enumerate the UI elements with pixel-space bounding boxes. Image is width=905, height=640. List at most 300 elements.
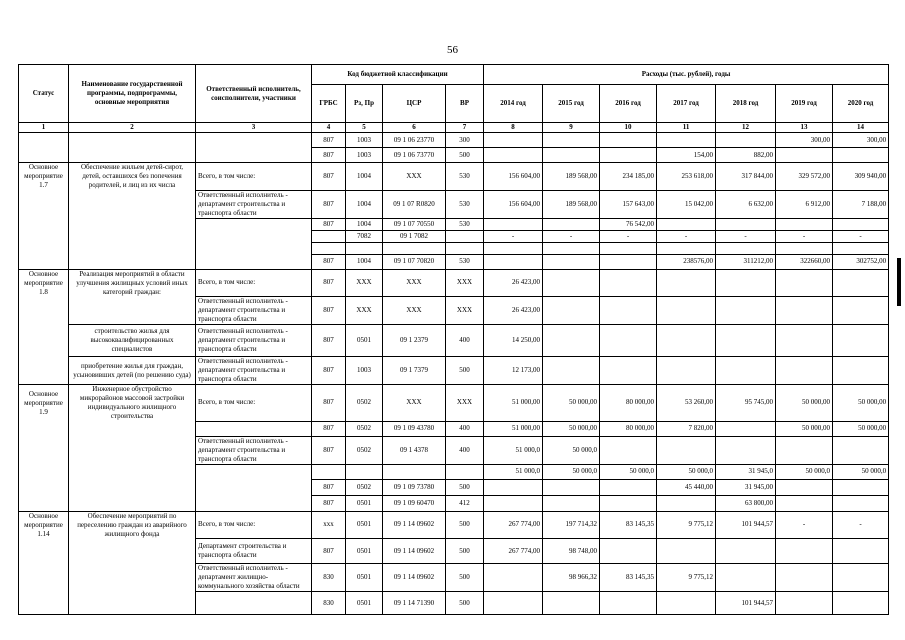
table-cell: 31 945,00 [716, 479, 776, 495]
table-cell: Обеспечение мероприятий по переселению граждан из аварийного жилищного фонда [69, 511, 196, 539]
table-cell: 500 [446, 592, 484, 615]
table-cell [657, 218, 716, 230]
table-cell: ХХХ [446, 269, 484, 297]
table-cell [657, 269, 716, 297]
margin-bracket-mark [897, 258, 901, 306]
table-cell: 53 260,00 [657, 385, 716, 422]
header-year: 2015 год [543, 85, 600, 123]
table-cell: Департамент строительства и транспорта области [196, 539, 312, 564]
header-budget-code: Код бюджетной классификации [312, 65, 484, 85]
table-cell: 51 000,00 [484, 385, 543, 422]
header-status: Статус [19, 65, 69, 123]
table-cell: 0501 [346, 564, 383, 592]
header-year: 2014 год [484, 85, 543, 123]
table-row [19, 190, 889, 218]
table-row [19, 230, 889, 242]
table-cell: 26 423,00 [484, 269, 543, 297]
table-cell [484, 254, 543, 269]
table-cell [600, 495, 657, 511]
table-row [19, 242, 889, 254]
table-cell: 63 800,00 [716, 495, 776, 511]
header-responsible: Ответственный исполнитель, соисполнители, участники [196, 65, 312, 123]
table-cell [833, 436, 889, 464]
table-cell: 09 1 09 73780 [383, 479, 446, 495]
table-cell [716, 297, 776, 325]
table-cell: - [543, 230, 600, 242]
table-cell [600, 242, 657, 254]
table-cell [19, 539, 69, 564]
table-cell: 6 912,00 [776, 190, 833, 218]
table-cell [446, 230, 484, 242]
table-cell: 530 [446, 190, 484, 218]
table-cell [484, 564, 543, 592]
table-cell [833, 297, 889, 325]
table-row [19, 421, 889, 436]
table-cell: Ответственный исполнитель - департамент строительства и транспорта области [196, 325, 312, 357]
header-rzpr: Рз, Пр [346, 85, 383, 123]
table-cell [600, 133, 657, 148]
table-cell [543, 297, 600, 325]
table-cell: 253 618,00 [657, 163, 716, 191]
table-cell [196, 464, 312, 479]
table-cell [833, 564, 889, 592]
table-cell [833, 218, 889, 230]
table-cell [716, 242, 776, 254]
table-cell: 101 944,57 [716, 511, 776, 539]
table-cell: 51 000,0 [484, 464, 543, 479]
table-cell [484, 242, 543, 254]
table-cell: 807 [312, 297, 346, 325]
table-cell: Всего, в том числе: [196, 511, 312, 539]
table-cell [716, 133, 776, 148]
table-cell [657, 325, 716, 357]
table-cell [600, 436, 657, 464]
table-cell [19, 242, 69, 254]
table-cell [833, 325, 889, 357]
table-cell: 0502 [346, 436, 383, 464]
table-cell [484, 479, 543, 495]
table-cell: 09 1 06 23770 [383, 133, 446, 148]
table-cell: 156 604,00 [484, 163, 543, 191]
table-cell: 267 774,00 [484, 511, 543, 539]
table-cell: 50 000,00 [833, 385, 889, 422]
table-cell: 530 [446, 218, 484, 230]
table-cell: 238576,00 [657, 254, 716, 269]
table-cell: Ответственный исполнитель - департамент строительства и транспорта области [196, 357, 312, 385]
header-csr: ЦСР [383, 85, 446, 123]
column-number: 9 [543, 123, 600, 133]
table-cell: 500 [446, 511, 484, 539]
table-cell: 0502 [346, 421, 383, 436]
table-cell: - [657, 230, 716, 242]
table-cell: 83 145,35 [600, 564, 657, 592]
table-cell [19, 495, 69, 511]
table-cell [543, 269, 600, 297]
table-cell [776, 479, 833, 495]
table-cell: 95 745,00 [716, 385, 776, 422]
table-cell: 50 000,00 [543, 385, 600, 422]
table-cell: 807 [312, 254, 346, 269]
table-cell [716, 269, 776, 297]
table-cell: - [600, 230, 657, 242]
table-cell [19, 297, 69, 325]
table-cell: 317 844,00 [716, 163, 776, 191]
table-cell: - [776, 230, 833, 242]
table-cell: 157 643,00 [600, 190, 657, 218]
table-cell [600, 592, 657, 615]
table-cell: 09 1 7082 [383, 230, 446, 242]
table-cell [657, 539, 716, 564]
table-cell: 0501 [346, 495, 383, 511]
table-cell: 807 [312, 357, 346, 385]
header-name: Наименование государственной программы, подпрограммы, основные мероприятия [69, 65, 196, 123]
table-cell: ххх [312, 511, 346, 539]
table-cell: 0502 [346, 479, 383, 495]
table-cell [543, 325, 600, 357]
table-cell [776, 495, 833, 511]
table-cell: строительство жилья для высококвалифицированных специалистов [69, 325, 196, 357]
table-cell: 500 [446, 564, 484, 592]
table-cell [543, 479, 600, 495]
table-row [19, 495, 889, 511]
table-cell [196, 592, 312, 615]
table-cell: 09 1 07 R0820 [383, 190, 446, 218]
table-cell: 50 000,00 [833, 421, 889, 436]
header-year: 2018 год [716, 85, 776, 123]
table-row [19, 218, 889, 230]
table-cell: 154,00 [657, 148, 716, 163]
table-cell: 9 775,12 [657, 564, 716, 592]
table-cell: 807 [312, 325, 346, 357]
table-cell: 1003 [346, 133, 383, 148]
table-row [19, 592, 889, 615]
table-cell [446, 242, 484, 254]
table-cell: Всего, в том числе: [196, 163, 312, 191]
table-cell [69, 479, 196, 495]
table-cell: Обеспечение жильем детей-сирот, детей, оставшихся без попечения родителей, и лиц из их числа [69, 163, 196, 191]
table-cell: 51 000,00 [484, 421, 543, 436]
table-cell: 329 572,00 [776, 163, 833, 191]
table-cell: 09 1 07 70820 [383, 254, 446, 269]
table-cell [19, 133, 69, 148]
table-cell [484, 218, 543, 230]
header-year: 2016 год [600, 85, 657, 123]
table-cell: 189 568,00 [543, 190, 600, 218]
table-cell: 500 [446, 539, 484, 564]
table-cell: ХХХ [383, 385, 446, 422]
table-cell [833, 479, 889, 495]
header-vr: ВР [446, 85, 484, 123]
table-cell: 09 1 14 09602 [383, 539, 446, 564]
table-cell [716, 436, 776, 464]
table-cell: 322660,00 [776, 254, 833, 269]
table-cell: - [716, 230, 776, 242]
table-cell [196, 218, 312, 230]
table-cell: 302752,00 [833, 254, 889, 269]
table-cell [383, 464, 446, 479]
table-cell [833, 495, 889, 511]
table-cell: 7 188,00 [833, 190, 889, 218]
table-cell [346, 242, 383, 254]
table-cell: 51 000,0 [484, 436, 543, 464]
table-cell [19, 592, 69, 615]
table-cell [833, 242, 889, 254]
table-cell [69, 464, 196, 479]
table-cell [69, 592, 196, 615]
table-row [19, 564, 889, 592]
table-cell [543, 148, 600, 163]
table-row [19, 254, 889, 269]
table-cell: 807 [312, 479, 346, 495]
table-cell: 300,00 [776, 133, 833, 148]
table-cell: 500 [446, 148, 484, 163]
table-cell [484, 148, 543, 163]
table-cell: - [833, 511, 889, 539]
table-cell: 807 [312, 539, 346, 564]
table-cell [657, 357, 716, 385]
header-year: 2019 год [776, 85, 833, 123]
table-cell: 80 000,00 [600, 385, 657, 422]
table-cell: 412 [446, 495, 484, 511]
table-cell [312, 230, 346, 242]
column-number: 6 [383, 123, 446, 133]
table-cell [19, 357, 69, 385]
table-cell [543, 254, 600, 269]
table-cell [383, 242, 446, 254]
table-cell: 101 944,57 [716, 592, 776, 615]
table-cell: Ответственный исполнитель - департамент строительства и транспорта области [196, 436, 312, 464]
page-number: 56 [447, 44, 458, 56]
table-cell: 1004 [346, 218, 383, 230]
table-cell: 400 [446, 436, 484, 464]
table-cell: 807 [312, 148, 346, 163]
column-number: 8 [484, 123, 543, 133]
table-cell: 80 000,00 [600, 421, 657, 436]
table-cell [19, 190, 69, 218]
table-cell [543, 592, 600, 615]
table-cell [776, 357, 833, 385]
table-cell [196, 230, 312, 242]
table-cell: 234 185,00 [600, 163, 657, 191]
table-row [19, 133, 889, 148]
table-cell: ХХХ [346, 297, 383, 325]
table-cell [776, 325, 833, 357]
table-cell: - [776, 511, 833, 539]
table-cell: 807 [312, 218, 346, 230]
table-cell: 09 1 06 73770 [383, 148, 446, 163]
table-cell: 882,00 [716, 148, 776, 163]
table-row [19, 297, 889, 325]
table-cell: 300 [446, 133, 484, 148]
table-cell [69, 133, 196, 148]
table-cell: 400 [446, 421, 484, 436]
table-cell [600, 479, 657, 495]
table-cell [776, 436, 833, 464]
table-cell: 311212,00 [716, 254, 776, 269]
table-cell [776, 269, 833, 297]
table-cell [446, 464, 484, 479]
table-cell: 807 [312, 269, 346, 297]
table-cell: 1004 [346, 254, 383, 269]
table-cell [716, 218, 776, 230]
table-cell [543, 242, 600, 254]
table-cell [69, 297, 196, 325]
table-cell [543, 133, 600, 148]
column-number: 10 [600, 123, 657, 133]
table-cell [196, 254, 312, 269]
table-cell: 09 1 14 09602 [383, 564, 446, 592]
table-cell [69, 190, 196, 218]
column-number: 7 [446, 123, 484, 133]
column-number: 4 [312, 123, 346, 133]
table-cell [833, 269, 889, 297]
table-cell [600, 325, 657, 357]
table-cell: 1004 [346, 163, 383, 191]
table-cell: 15 042,00 [657, 190, 716, 218]
table-cell: 807 [312, 385, 346, 422]
table-cell [600, 269, 657, 297]
table-cell: ХХХ [383, 163, 446, 191]
table-cell: Основное мероприятие 1.8 [19, 269, 69, 297]
table-cell [600, 297, 657, 325]
table-cell [543, 495, 600, 511]
table-cell: Всего, в том числе: [196, 269, 312, 297]
table-cell: 50 000,00 [776, 421, 833, 436]
table-cell: 197 714,32 [543, 511, 600, 539]
table-cell [346, 464, 383, 479]
table-cell [776, 148, 833, 163]
table-cell: 9 775,12 [657, 511, 716, 539]
table-cell: ХХХ [446, 385, 484, 422]
table-cell: ХХХ [446, 297, 484, 325]
column-number: 3 [196, 123, 312, 133]
table-cell [19, 464, 69, 479]
table-cell [69, 564, 196, 592]
table-cell: 530 [446, 254, 484, 269]
table-cell [716, 421, 776, 436]
header-year: 2017 год [657, 85, 716, 123]
table-cell: 14 250,00 [484, 325, 543, 357]
table-cell: 807 [312, 133, 346, 148]
table-row [19, 148, 889, 163]
column-number: 1 [19, 123, 69, 133]
table-cell: - [833, 230, 889, 242]
table-cell: ХХХ [383, 269, 446, 297]
column-number: 5 [346, 123, 383, 133]
table-cell: приобретение жилья для граждан, усыновивших детей (по решению суда) [69, 357, 196, 385]
table-cell [312, 464, 346, 479]
table-cell: 6 632,00 [716, 190, 776, 218]
table-cell [600, 539, 657, 564]
table-cell [19, 218, 69, 230]
table-cell: 807 [312, 436, 346, 464]
table-cell [19, 325, 69, 357]
table-cell [657, 495, 716, 511]
table-cell [716, 325, 776, 357]
table-row [19, 436, 889, 464]
table-row [19, 464, 889, 479]
table-cell: Реализация мероприятий в области улучшения жилищных условий иных категорий граждан: [69, 269, 196, 297]
table-cell: 500 [446, 357, 484, 385]
table-cell [196, 479, 312, 495]
table-cell [69, 254, 196, 269]
table-row [19, 511, 889, 539]
table-cell [776, 218, 833, 230]
table-cell: 0501 [346, 539, 383, 564]
table-cell [833, 357, 889, 385]
table-cell: 09 1 09 43780 [383, 421, 446, 436]
table-cell: Ответственный исполнитель - департамент строительства и транспорта области [196, 190, 312, 218]
table-cell: 09 1 2379 [383, 325, 446, 357]
table-row [19, 479, 889, 495]
table-cell [776, 242, 833, 254]
table-cell: 09 1 14 09602 [383, 511, 446, 539]
table-cell [312, 242, 346, 254]
table-cell: 09 1 09 60470 [383, 495, 446, 511]
table-row [19, 269, 889, 297]
table-cell: Инженерное обустройство микрорайонов массовой застройки индивидуального жилищного строительства [69, 385, 196, 422]
table-cell: 98 966,32 [543, 564, 600, 592]
table-cell [716, 539, 776, 564]
table-cell: 807 [312, 190, 346, 218]
table-cell: 1004 [346, 190, 383, 218]
table-cell: 7082 [346, 230, 383, 242]
table-cell: 50 000,0 [657, 464, 716, 479]
table-cell [196, 495, 312, 511]
table-cell: 50 000,0 [543, 436, 600, 464]
table-cell: 50 000,0 [600, 464, 657, 479]
table-cell: 807 [312, 421, 346, 436]
table-cell [69, 242, 196, 254]
table-cell [19, 436, 69, 464]
table-cell: 189 568,00 [543, 163, 600, 191]
header-expenses: Расходы (тыс. рублей), годы [484, 65, 889, 85]
table-cell [600, 357, 657, 385]
table-cell [776, 592, 833, 615]
table-cell [776, 297, 833, 325]
column-number: 13 [776, 123, 833, 133]
table-cell [196, 242, 312, 254]
table-cell [716, 357, 776, 385]
table-cell [69, 148, 196, 163]
table-cell [19, 254, 69, 269]
table-cell: 300,00 [833, 133, 889, 148]
table-cell [196, 133, 312, 148]
table-row [19, 325, 889, 357]
table-cell [69, 436, 196, 464]
table-cell: 400 [446, 325, 484, 357]
table-cell [19, 230, 69, 242]
table-cell: ХХХ [383, 297, 446, 325]
table-cell [484, 495, 543, 511]
table-cell [833, 592, 889, 615]
table-cell: 156 604,00 [484, 190, 543, 218]
table-cell: 830 [312, 592, 346, 615]
table-cell [19, 564, 69, 592]
table-cell: 0502 [346, 385, 383, 422]
table-cell: 50 000,0 [833, 464, 889, 479]
table-cell: 309 940,00 [833, 163, 889, 191]
table-cell [543, 357, 600, 385]
table-cell: 830 [312, 564, 346, 592]
column-number: 2 [69, 123, 196, 133]
table-cell: Всего, в том числе: [196, 385, 312, 422]
table-cell [657, 242, 716, 254]
table-cell [196, 148, 312, 163]
table-cell [19, 148, 69, 163]
table-cell [19, 421, 69, 436]
table-cell: 09 1 14 71390 [383, 592, 446, 615]
